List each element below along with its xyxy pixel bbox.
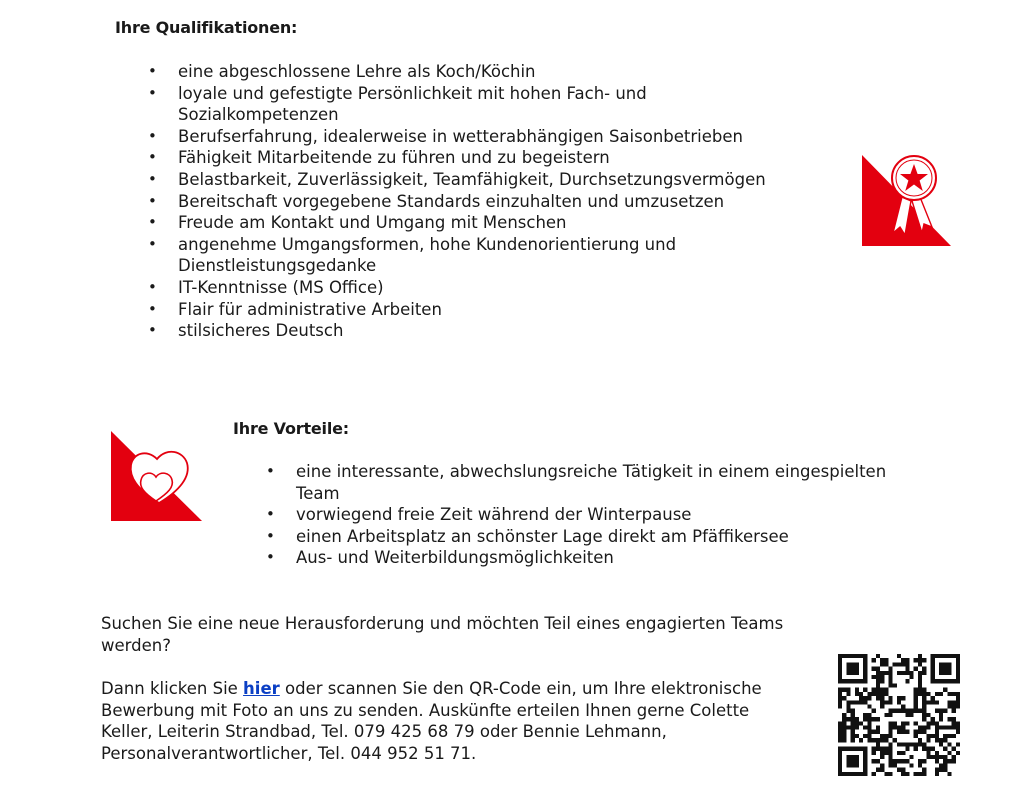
award-rosette-icon: [862, 153, 952, 247]
list-item: • Flair für administrative Arbeiten: [178, 299, 798, 321]
list-item: • Aus- und Weiterbildungsmöglichkeiten: [296, 547, 916, 569]
list-item: • Belastbarkeit, Zuverlässigkeit, Teamfähigkeit, Durchsetzungsvermögen: [178, 169, 798, 191]
hearts-icon: [111, 431, 203, 522]
cta-question: Suchen Sie eine neue Herausforderung und möchten Teil eines engagierten Teams werden?: [101, 614, 784, 655]
list-item: • Freude am Kontakt und Umgang mit Menschen: [178, 212, 798, 234]
cta-apply-suffix: oder scannen Sie den QR-Code ein, um Ihre elektronische Bewerbung mit Foto an uns zu senden. Auskünfte erteilen Ihnen gerne Colette Keller, Leiterin Strandbad, Tel. 079 425 68 79 oder Bennie Lehmann, Personalverantwortlicher, Tel. 044 952 51 71.: [101, 679, 762, 763]
list-item: • loyale und gefestigte Persönlichkeit mit hohen Fach- und Sozialkompetenzen: [178, 83, 678, 126]
list-item: • vorwiegend freie Zeit während der Winterpause: [296, 504, 916, 526]
qualifications-heading: Ihre Qualifikationen:: [115, 18, 298, 37]
list-item: • einen Arbeitsplatz an schönster Lage direkt am Pfäffikersee: [296, 526, 916, 548]
list-item: • eine abgeschlossene Lehre als Koch/Köchin: [178, 61, 798, 83]
list-item: • Fähigkeit Mitarbeitende zu führen und zu begeistern: [178, 147, 798, 169]
list-item: • Bereitschaft vorgegebene Standards einzuhalten und umzusetzen: [178, 191, 798, 213]
qualifications-list: [178, 61, 798, 342]
list-item: • IT-Kenntnisse (MS Office): [178, 277, 798, 299]
list-item: • stilsicheres Deutsch: [178, 320, 798, 342]
apply-link[interactable]: hier: [243, 679, 280, 698]
list-item: • angenehme Umgangsformen, hohe Kundenorientierung und Dienstleistungsgedanke: [178, 234, 718, 277]
list-item: • eine interessante, abwechslungsreiche Tätigkeit in einem eingespielten Team: [296, 461, 916, 504]
qr-code: [838, 654, 960, 776]
benefits-list: [296, 461, 916, 569]
benefits-heading: Ihre Vorteile:: [233, 419, 349, 438]
cta-apply-prefix: Dann klicken Sie: [101, 679, 244, 698]
cta-apply-text: [101, 678, 791, 764]
list-item: • Berufserfahrung, idealerweise in wetterabhängigen Saisonbetrieben: [178, 126, 798, 148]
